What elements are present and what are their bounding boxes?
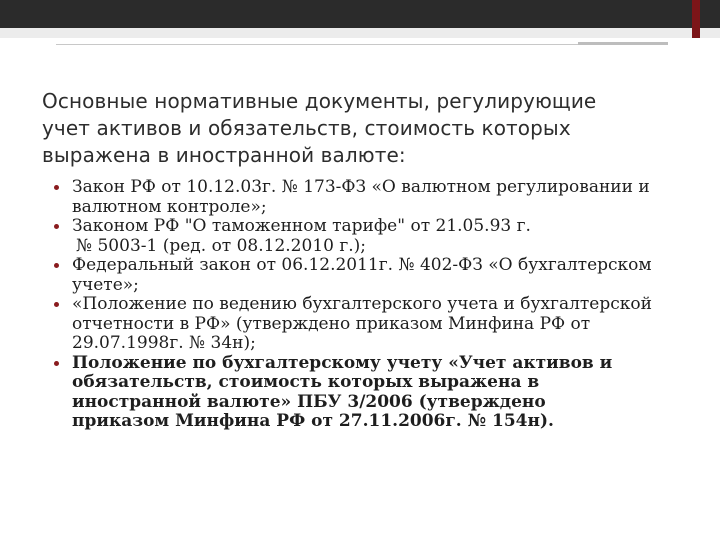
bullet-line: «Положение по ведению бухгалтерского учета и бухгалтерской: [72, 294, 652, 314]
slide-title: [42, 88, 682, 169]
bullet-dot-icon: [54, 302, 59, 307]
bullet-item-pbu-3-2006: [44, 354, 684, 432]
bullet-dot-icon: [54, 263, 59, 268]
bullet-item-accounting-law: [44, 256, 684, 295]
bullet-list: [44, 178, 684, 432]
bullet-line: отчетности в РФ» (утверждено приказом Минфина РФ от: [72, 313, 591, 334]
bullet-dot-icon: [54, 224, 59, 229]
title-line: выражена в иностранной валюте:: [42, 143, 406, 167]
bullet-line: Федеральный закон от 06.12.2011г. № 402-ФЗ «О бухгалтерском: [72, 255, 652, 275]
bullet-line: учете»;: [72, 274, 139, 295]
title-line: Основные нормативные документы, регулирующие: [42, 89, 597, 113]
divider-line: [56, 44, 578, 45]
bullet-dot-icon: [54, 185, 59, 190]
top-bar: [0, 0, 720, 28]
bullet-line: 29.07.1998г. № 34н);: [72, 333, 256, 353]
accent-stripe: [692, 0, 700, 42]
bullet-line: № 5003-1 (ред. от 08.12.2010 г.);: [76, 235, 367, 256]
bullet-line: обязательств, стоимость которых выражена в: [72, 372, 540, 392]
bullet-line: Законом РФ "О таможенном тарифе" от 21.05.93 г.: [72, 216, 531, 236]
bullet-line: приказом Минфина РФ от 27.11.2006г. № 154н).: [72, 411, 554, 431]
bullet-line: Положение по бухгалтерскому учету «Учет активов и: [72, 352, 613, 373]
bullet-dot-icon: [54, 361, 59, 366]
bullet-item-accounting-regulation: [44, 295, 684, 354]
title-line: учет активов и обязательств, стоимость которых: [42, 116, 571, 140]
bullet-line: иностранной валюте» ПБУ 3/2006 (утверждено: [72, 391, 546, 412]
bullet-item-currency-law: [44, 178, 684, 217]
bullet-line: Закон РФ от 10.12.03г. № 173-ФЗ «О валютном регулировании и: [72, 177, 650, 197]
divider-dash: [578, 42, 668, 45]
bullet-item-customs-law: [44, 217, 684, 256]
bullet-line: валютном контроле»;: [72, 196, 267, 217]
